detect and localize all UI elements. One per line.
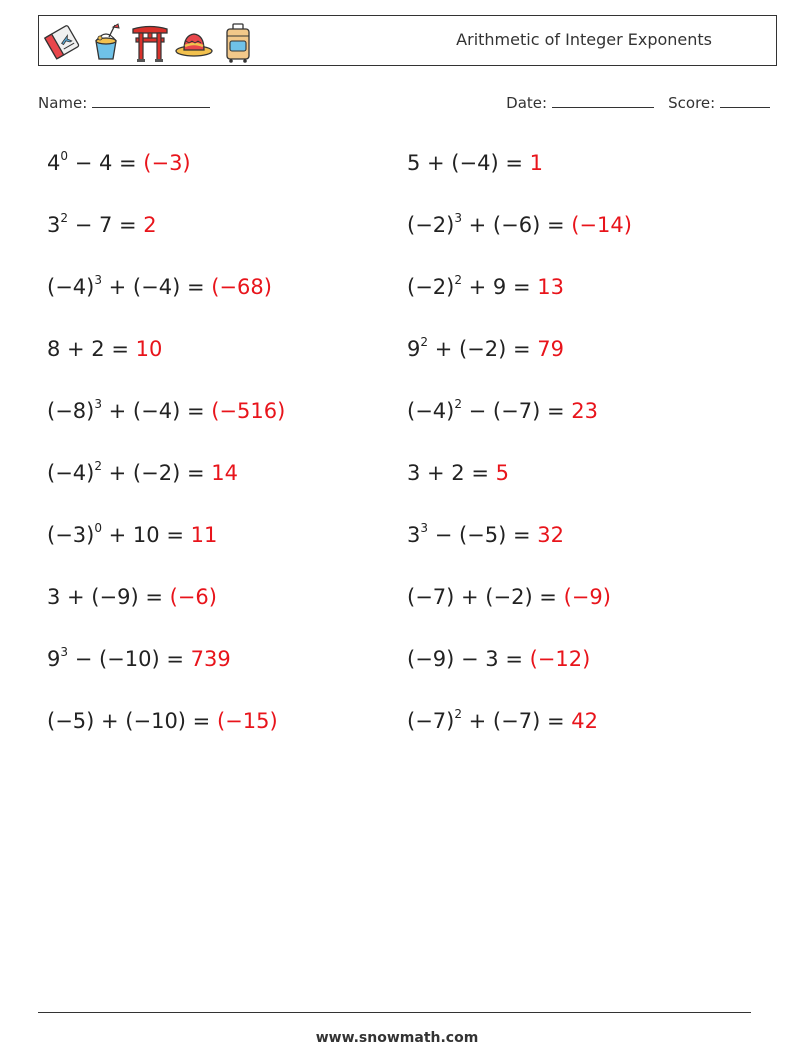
expression-text: (−2) [407, 275, 455, 299]
expression-text: + 10 = [101, 523, 191, 547]
answer: (−14) [571, 213, 632, 237]
exponent: 2 [454, 273, 462, 287]
expression-text: (−3) [47, 523, 95, 547]
expression-text: − 7 = [68, 213, 144, 237]
footer-url[interactable]: www.snowmath.com [315, 1030, 479, 1046]
problem-17 [47, 646, 231, 672]
exponent: 3 [454, 211, 462, 225]
problem-7 [47, 336, 162, 362]
problem-10 [407, 398, 598, 424]
problem-20 [407, 708, 598, 734]
problem-4 [407, 212, 632, 238]
expression-text: (−9) − 3 = [407, 647, 530, 671]
expression-text: (−5) + (−10) = [47, 709, 217, 733]
answer: (−516) [211, 399, 286, 423]
answer: 2 [143, 213, 157, 237]
expression-text: + (−2) = [101, 461, 212, 485]
expression-text: (−7) [407, 709, 455, 733]
expression-text: (−7) + (−2) = [407, 585, 564, 609]
expression-text: + (−4) = [101, 275, 212, 299]
problem-6 [407, 274, 564, 300]
problem-13 [47, 522, 217, 548]
exponent: 2 [420, 335, 429, 349]
expression-text: (−4) [47, 275, 95, 299]
answer: (−3) [143, 151, 191, 175]
answer: 1 [529, 151, 543, 175]
date-label: Date: [506, 94, 548, 112]
answer: (−9) [563, 585, 611, 609]
problem-2 [407, 150, 543, 176]
problem-19 [47, 708, 278, 734]
answer: 42 [571, 709, 598, 733]
exponent: 0 [94, 521, 102, 535]
answer: (−15) [216, 709, 278, 733]
expression-text: − (−5) = [428, 523, 538, 547]
expression-text: + (−7) = [461, 709, 572, 733]
expression-text: (−8) [47, 399, 95, 423]
answer: 10 [135, 337, 163, 361]
expression-text: 8 + 2 = [47, 337, 136, 361]
problem-14 [407, 522, 564, 548]
expression-text: 3 [407, 523, 421, 547]
answer: 13 [537, 275, 564, 299]
expression-text: 3 [47, 213, 61, 237]
expression-text: + (−2) = [428, 337, 538, 361]
problem-12 [407, 460, 509, 486]
problem-18 [407, 646, 590, 672]
expression-text: (−2) [407, 213, 455, 237]
expression-text: + (−6) = [461, 213, 572, 237]
answer: (−68) [211, 275, 272, 299]
problem-16 [407, 584, 611, 610]
expression-text: (−4) [47, 461, 95, 485]
problem-11 [47, 460, 238, 486]
expression-text: − 4 = [68, 151, 144, 175]
exponent: 3 [94, 273, 102, 287]
expression-text: 9 [47, 647, 61, 671]
expression-text: 3 + 2 = [407, 461, 496, 485]
expression-text: 4 [47, 151, 61, 175]
worksheet-title: Arithmetic of Integer Exponents [456, 30, 712, 49]
problem-8 [407, 336, 564, 362]
answer: 14 [211, 461, 238, 485]
footer-divider [38, 1012, 751, 1013]
expression-text: (−4) [407, 399, 455, 423]
answer: 739 [190, 647, 231, 671]
exponent: 2 [60, 211, 69, 225]
expression-text: + 9 = [461, 275, 538, 299]
problem-15 [47, 584, 217, 610]
problem-1 [47, 150, 191, 176]
problem-3 [47, 212, 157, 238]
exponent: 2 [454, 707, 462, 721]
answer: 11 [190, 523, 218, 547]
exponent: 3 [60, 645, 69, 659]
answer: (−12) [529, 647, 591, 671]
expression-text: 9 [407, 337, 421, 361]
answer: 23 [571, 399, 598, 423]
expression-text: + (−4) = [101, 399, 212, 423]
exponent: 2 [94, 459, 102, 473]
expression-text: − (−7) = [461, 399, 572, 423]
problem-5 [47, 274, 272, 300]
answer: 5 [495, 461, 509, 485]
exponent: 0 [60, 149, 69, 163]
expression-text: 3 + (−9) = [47, 585, 170, 609]
name-label: Name: [38, 94, 88, 112]
answer: 79 [537, 337, 564, 361]
exponent: 2 [454, 397, 462, 411]
problem-9 [47, 398, 285, 424]
expression-text: − (−10) = [68, 647, 191, 671]
score-label: Score: [668, 94, 716, 112]
exponent: 3 [94, 397, 102, 411]
answer: 32 [537, 523, 564, 547]
expression-text: 5 + (−4) = [407, 151, 530, 175]
exponent: 3 [420, 521, 429, 535]
answer: (−6) [169, 585, 217, 609]
